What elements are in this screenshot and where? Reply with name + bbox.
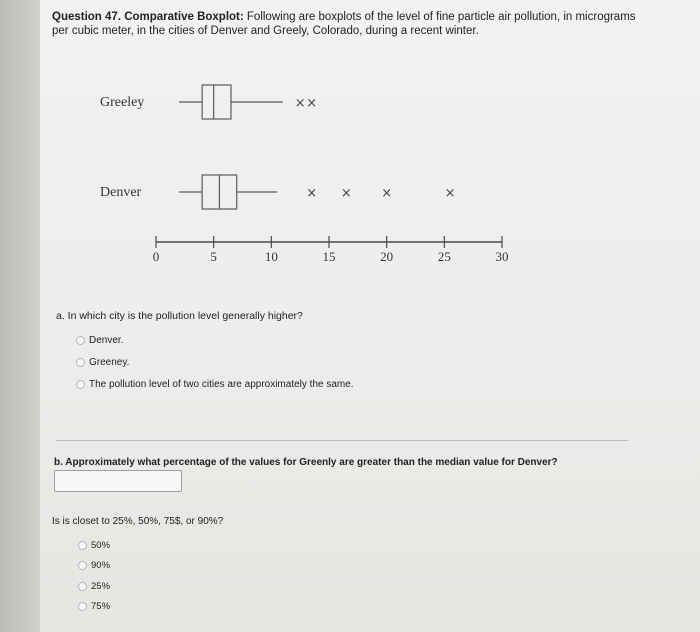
radio-icon[interactable] (76, 358, 85, 367)
comparative-boxplot (90, 78, 530, 268)
photo-edge-shadow (0, 0, 40, 632)
option-denver[interactable] (76, 329, 354, 351)
greeley-box (202, 85, 231, 119)
section-divider (56, 440, 628, 441)
radio-icon[interactable] (76, 380, 85, 389)
greeley-label: Greeley (100, 95, 145, 110)
part-a-prompt: a. In which city is the pollution level generally higher? (56, 310, 303, 322)
greeley-outlier: × (294, 96, 306, 111)
option-label: 25% (91, 580, 111, 592)
part-b-options (78, 535, 110, 617)
part-b-prompt: b. Approximately what percentage of the values for Greenly are greater than the median value for Denver? (54, 457, 558, 468)
radio-icon[interactable] (78, 561, 87, 570)
tick-label: 5 (210, 249, 217, 264)
tick-label: 0 (152, 249, 160, 264)
percentage-answer-input[interactable] (54, 470, 182, 492)
radio-icon[interactable] (76, 336, 85, 345)
tick-label: 30 (495, 249, 509, 264)
tick-label: 15 (322, 249, 336, 264)
radio-icon[interactable] (78, 582, 87, 591)
tick-label: 20 (380, 249, 394, 264)
denver-outlier: × (381, 186, 393, 201)
boxplot-series (100, 85, 456, 209)
tick-label: 10 (264, 249, 278, 264)
option-label: Greeney. (89, 356, 130, 368)
option-same[interactable] (76, 373, 354, 395)
question-text: Following are boxplots of the level of fine particle air pollution, in micrograms per cubic meter, in the cities of Denver and Greely, Colorado, during a recent winter. (52, 11, 636, 37)
option-label: 75% (91, 601, 111, 613)
option-90[interactable] (78, 556, 110, 577)
radio-icon[interactable] (78, 541, 87, 550)
tick-label: 25 (437, 249, 451, 264)
greeley-outlier: × (306, 96, 318, 111)
denver-label: Denver (100, 185, 142, 200)
x-axis (153, 236, 509, 264)
option-label: 50% (91, 539, 111, 551)
option-50[interactable] (78, 535, 110, 556)
question-title (52, 10, 652, 38)
option-25[interactable] (78, 576, 110, 597)
option-label: The pollution level of two cities are approximately the same. (89, 378, 354, 390)
option-label: 90% (91, 560, 111, 572)
option-75[interactable] (78, 597, 110, 618)
denver-outlier: × (340, 186, 352, 201)
radio-icon[interactable] (78, 602, 87, 611)
denver-outlier: × (444, 186, 456, 201)
part-a-options (76, 329, 354, 395)
option-greeney[interactable] (76, 351, 354, 373)
closest-prompt: Is is closet to 25%, 50%, 75$, or 90%? (52, 516, 224, 527)
option-label: Denver. (89, 334, 124, 346)
denver-outlier: × (306, 186, 318, 201)
question-lead: Question 47. Comparative Boxplot: (52, 11, 244, 23)
